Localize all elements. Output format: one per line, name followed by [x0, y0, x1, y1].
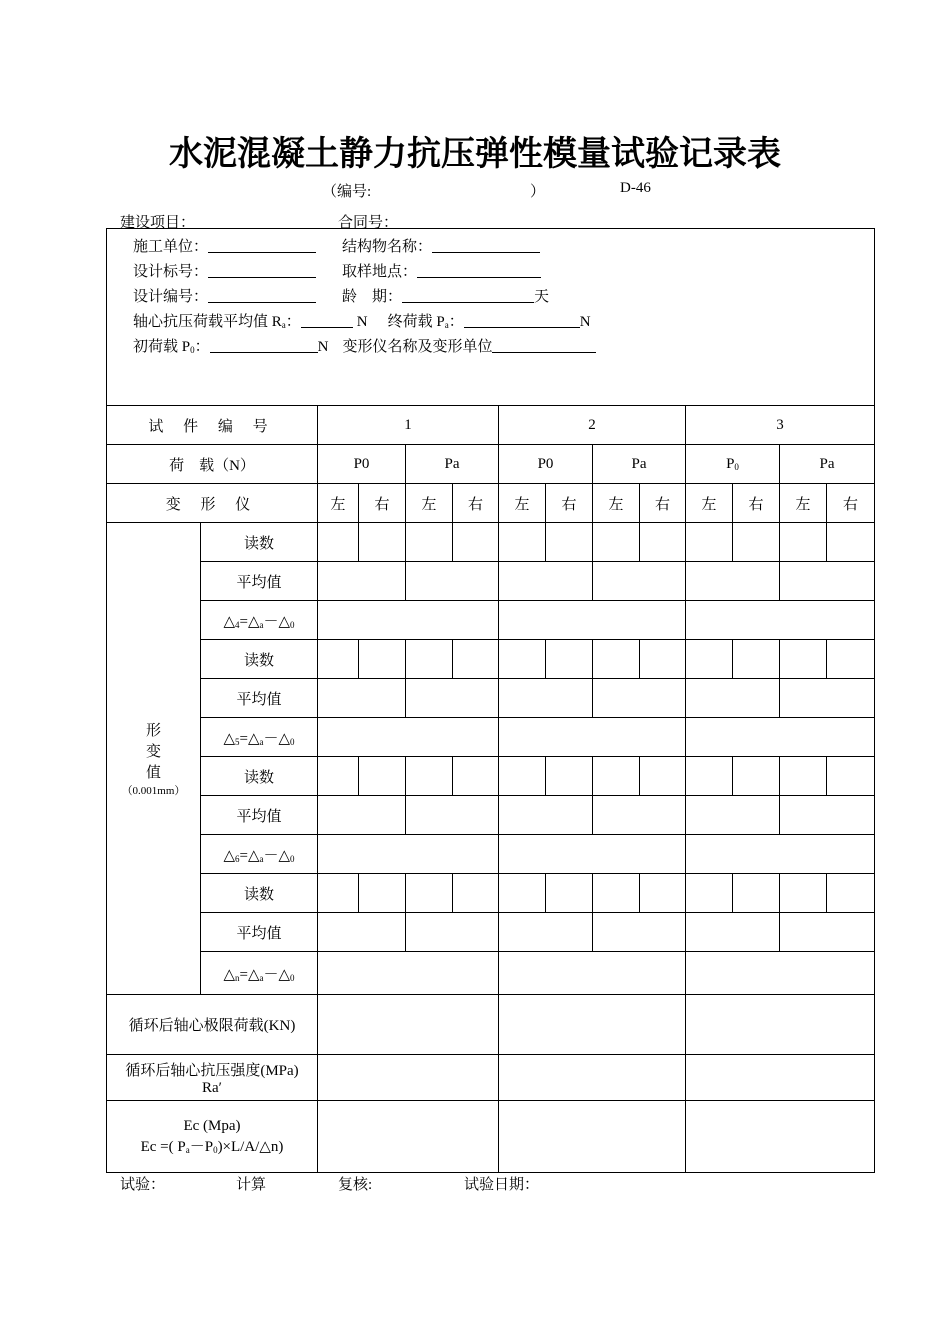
- reading-cell[interactable]: [453, 523, 499, 562]
- reading-cell[interactable]: [453, 874, 499, 913]
- delta-cell[interactable]: [686, 718, 875, 757]
- design-grade-field[interactable]: [208, 261, 316, 278]
- reading-cell[interactable]: [359, 757, 406, 796]
- age-field[interactable]: [402, 286, 534, 303]
- gauge-label: 变形仪名称及变形单位: [342, 339, 493, 355]
- info-line-4: [133, 310, 874, 335]
- avg-load-field[interactable]: [301, 311, 353, 328]
- page-title: 水泥混凝土静力抗压弹性模量试验记录表: [169, 136, 781, 173]
- gauge-right: 右: [453, 484, 499, 523]
- reading-cell[interactable]: [406, 757, 453, 796]
- reading-cell[interactable]: [546, 874, 593, 913]
- age-label: 龄 期：: [342, 289, 403, 305]
- average-cell[interactable]: [499, 913, 593, 952]
- design-no-label: 设计编号：: [133, 289, 209, 305]
- form-id: D-46: [620, 180, 651, 196]
- average-cell[interactable]: [499, 679, 593, 718]
- reading-cell[interactable]: [827, 757, 875, 796]
- initial-load-field[interactable]: [210, 336, 318, 353]
- average-label: 平均值: [201, 679, 318, 718]
- load-p0-1: P0: [318, 445, 406, 484]
- reading-cell[interactable]: [318, 523, 359, 562]
- reading-cell[interactable]: [827, 640, 875, 679]
- specimen-header: 试 件 编 号: [107, 406, 318, 445]
- review-label: 复核:: [338, 1177, 373, 1193]
- code-label: （编号:: [322, 184, 372, 200]
- reading-cell[interactable]: [686, 523, 733, 562]
- reading-cell[interactable]: [406, 874, 453, 913]
- specimen-3: 3: [686, 406, 875, 445]
- delta-cell[interactable]: [499, 835, 686, 874]
- reading-cell[interactable]: [640, 523, 686, 562]
- reading-cell[interactable]: [318, 640, 359, 679]
- strength-label: 循环后轴心抗压强度(MPa) Ra′: [107, 1055, 318, 1101]
- delta-label-n: $\triangle_n=\triangle_a-\triangle_0$: [201, 952, 318, 995]
- reading-cell[interactable]: [640, 640, 686, 679]
- average-cell[interactable]: [593, 796, 686, 835]
- load-p0-3: $P_0$: [686, 445, 780, 484]
- reading-cell[interactable]: [593, 874, 640, 913]
- average-cell[interactable]: [318, 562, 406, 601]
- average-cell[interactable]: [686, 679, 780, 718]
- reading-cell[interactable]: [359, 640, 406, 679]
- specimen-1: 1: [318, 406, 499, 445]
- final-load-label: 终荷载 $P_a$：: [387, 314, 464, 330]
- average-cell[interactable]: [780, 679, 875, 718]
- strength-cell[interactable]: [686, 1055, 875, 1101]
- load-pa-1: Pa: [406, 445, 499, 484]
- info-line-2: [133, 260, 874, 285]
- gauge-right: 右: [359, 484, 406, 523]
- average-cell[interactable]: [780, 562, 875, 601]
- reading-cell[interactable]: [453, 640, 499, 679]
- reading-cell[interactable]: [406, 523, 453, 562]
- gauge-left: 左: [593, 484, 640, 523]
- sample-site-label: 取样地点：: [342, 264, 418, 280]
- reading-cell[interactable]: [780, 757, 827, 796]
- construction-unit-field[interactable]: [208, 236, 316, 253]
- record-table: [106, 228, 875, 1173]
- gauge-right: 右: [640, 484, 686, 523]
- average-label: 平均值: [201, 913, 318, 952]
- ultimate-load-label: 循环后轴心极限荷载(KN): [107, 995, 318, 1055]
- reading-cell[interactable]: [359, 874, 406, 913]
- specimen-2: 2: [499, 406, 686, 445]
- reading-cell[interactable]: [499, 640, 546, 679]
- gauge-left: 左: [318, 484, 359, 523]
- gauge-right: 右: [546, 484, 593, 523]
- average-cell[interactable]: [593, 562, 686, 601]
- delta-label-5: $\triangle_5=\triangle_a-\triangle_0$: [201, 718, 318, 757]
- delta-cell[interactable]: [499, 601, 686, 640]
- reading-cell[interactable]: [780, 640, 827, 679]
- ec-cell[interactable]: [499, 1101, 686, 1173]
- ultimate-load-cell[interactable]: [318, 995, 499, 1055]
- gauge-left: 左: [686, 484, 733, 523]
- average-cell[interactable]: [318, 796, 406, 835]
- design-grade-label: 设计标号：: [133, 264, 209, 280]
- load-p0-2: P0: [499, 445, 593, 484]
- average-cell[interactable]: [780, 913, 875, 952]
- structure-name-field[interactable]: [432, 236, 540, 253]
- load-pa-3: Pa: [780, 445, 875, 484]
- gauge-right: 右: [733, 484, 780, 523]
- delta-label-6: $\triangle_6=\triangle_a-\triangle_0$: [201, 835, 318, 874]
- average-cell[interactable]: [406, 679, 499, 718]
- info-block: [107, 229, 875, 406]
- info-line-3: [133, 285, 874, 310]
- delta-label-4: $\triangle_4=\triangle_a-\triangle_0$: [201, 601, 318, 640]
- reading-label: 读数: [201, 757, 318, 796]
- reading-cell[interactable]: [546, 523, 593, 562]
- ultimate-load-cell[interactable]: [686, 995, 875, 1055]
- final-load-field[interactable]: [464, 311, 580, 328]
- delta-cell[interactable]: [499, 952, 686, 995]
- reading-cell[interactable]: [406, 640, 453, 679]
- load-pa-2: Pa: [593, 445, 686, 484]
- delta-cell[interactable]: [686, 601, 875, 640]
- gauge-left: 左: [406, 484, 453, 523]
- tester-label: 试验：: [120, 1177, 166, 1193]
- contract-label: 合同号：: [338, 215, 399, 231]
- design-no-field[interactable]: [208, 286, 316, 303]
- delta-cell[interactable]: [499, 718, 686, 757]
- average-cell[interactable]: [686, 796, 780, 835]
- reading-cell[interactable]: [827, 874, 875, 913]
- reading-cell[interactable]: [686, 757, 733, 796]
- average-cell[interactable]: [318, 913, 406, 952]
- reading-cell[interactable]: [499, 757, 546, 796]
- initial-load-label: 初荷载 $P_0$：: [133, 339, 210, 355]
- reading-cell[interactable]: [686, 640, 733, 679]
- gauge-right: 右: [827, 484, 875, 523]
- reading-cell[interactable]: [593, 523, 640, 562]
- load-header: 荷 载（N）: [107, 445, 318, 484]
- code-close: ）: [530, 184, 546, 200]
- delta-cell[interactable]: [318, 601, 499, 640]
- reading-label: 读数: [201, 874, 318, 913]
- reading-cell[interactable]: [780, 874, 827, 913]
- average-cell[interactable]: [780, 796, 875, 835]
- reading-cell[interactable]: [593, 640, 640, 679]
- reading-cell[interactable]: [318, 757, 359, 796]
- initial-load-unit: N: [317, 339, 329, 355]
- delta-cell[interactable]: [318, 952, 499, 995]
- average-cell[interactable]: [686, 913, 780, 952]
- deformation-label: 形 变 值 （0.001mm）: [107, 523, 201, 995]
- reading-cell[interactable]: [780, 523, 827, 562]
- average-cell[interactable]: [686, 562, 780, 601]
- reading-label: 读数: [201, 640, 318, 679]
- reading-cell[interactable]: [318, 874, 359, 913]
- average-cell[interactable]: [593, 913, 686, 952]
- reading-cell[interactable]: [499, 523, 546, 562]
- ec-cell[interactable]: [318, 1101, 499, 1173]
- delta-cell[interactable]: [686, 835, 875, 874]
- project-label: 建设项目：: [120, 215, 196, 231]
- info-line-5: [133, 335, 874, 360]
- reading-cell[interactable]: [499, 874, 546, 913]
- gauge-header: 变 形 仪: [107, 484, 318, 523]
- reading-cell[interactable]: [733, 874, 780, 913]
- info-line-1: [133, 235, 874, 260]
- reading-cell[interactable]: [546, 757, 593, 796]
- reading-cell[interactable]: [827, 523, 875, 562]
- final-load-unit: N: [579, 314, 591, 330]
- reading-cell[interactable]: [359, 523, 406, 562]
- test-date-label: 试验日期：: [464, 1177, 540, 1193]
- ec-cell[interactable]: [686, 1101, 875, 1173]
- sample-site-field[interactable]: [417, 261, 541, 278]
- avg-load-label: 轴心抗压荷载平均值 $R_a$：: [133, 314, 301, 330]
- average-cell[interactable]: [318, 679, 406, 718]
- reading-cell[interactable]: [453, 757, 499, 796]
- gauge-field[interactable]: [492, 336, 596, 353]
- average-cell[interactable]: [499, 796, 593, 835]
- strength-cell[interactable]: [318, 1055, 499, 1101]
- average-cell[interactable]: [499, 562, 593, 601]
- average-cell[interactable]: [406, 796, 499, 835]
- average-cell[interactable]: [406, 913, 499, 952]
- average-label: 平均值: [201, 562, 318, 601]
- delta-cell[interactable]: [686, 952, 875, 995]
- avg-load-unit: N: [356, 314, 368, 330]
- reading-cell[interactable]: [733, 640, 780, 679]
- reading-cell[interactable]: [640, 874, 686, 913]
- ultimate-load-cell[interactable]: [499, 995, 686, 1055]
- reading-cell[interactable]: [733, 523, 780, 562]
- structure-name-label: 结构物名称：: [342, 239, 433, 255]
- delta-cell[interactable]: [318, 835, 499, 874]
- average-cell[interactable]: [593, 679, 686, 718]
- reading-label: 读数: [201, 523, 318, 562]
- calc-label: 计算: [236, 1177, 267, 1193]
- reading-cell[interactable]: [546, 640, 593, 679]
- gauge-left: 左: [499, 484, 546, 523]
- average-label: 平均值: [201, 796, 318, 835]
- ec-label: Ec (Mpa) Ec =( $P_a-P_0)\times L/A/\triangle n$): [107, 1101, 318, 1173]
- average-cell[interactable]: [406, 562, 499, 601]
- gauge-left: 左: [780, 484, 827, 523]
- reading-cell[interactable]: [640, 757, 686, 796]
- age-unit: 天: [534, 289, 550, 305]
- construction-unit-label: 施工单位：: [133, 239, 209, 255]
- reading-cell[interactable]: [686, 874, 733, 913]
- strength-cell[interactable]: [499, 1055, 686, 1101]
- reading-cell[interactable]: [733, 757, 780, 796]
- reading-cell[interactable]: [593, 757, 640, 796]
- delta-cell[interactable]: [318, 718, 499, 757]
